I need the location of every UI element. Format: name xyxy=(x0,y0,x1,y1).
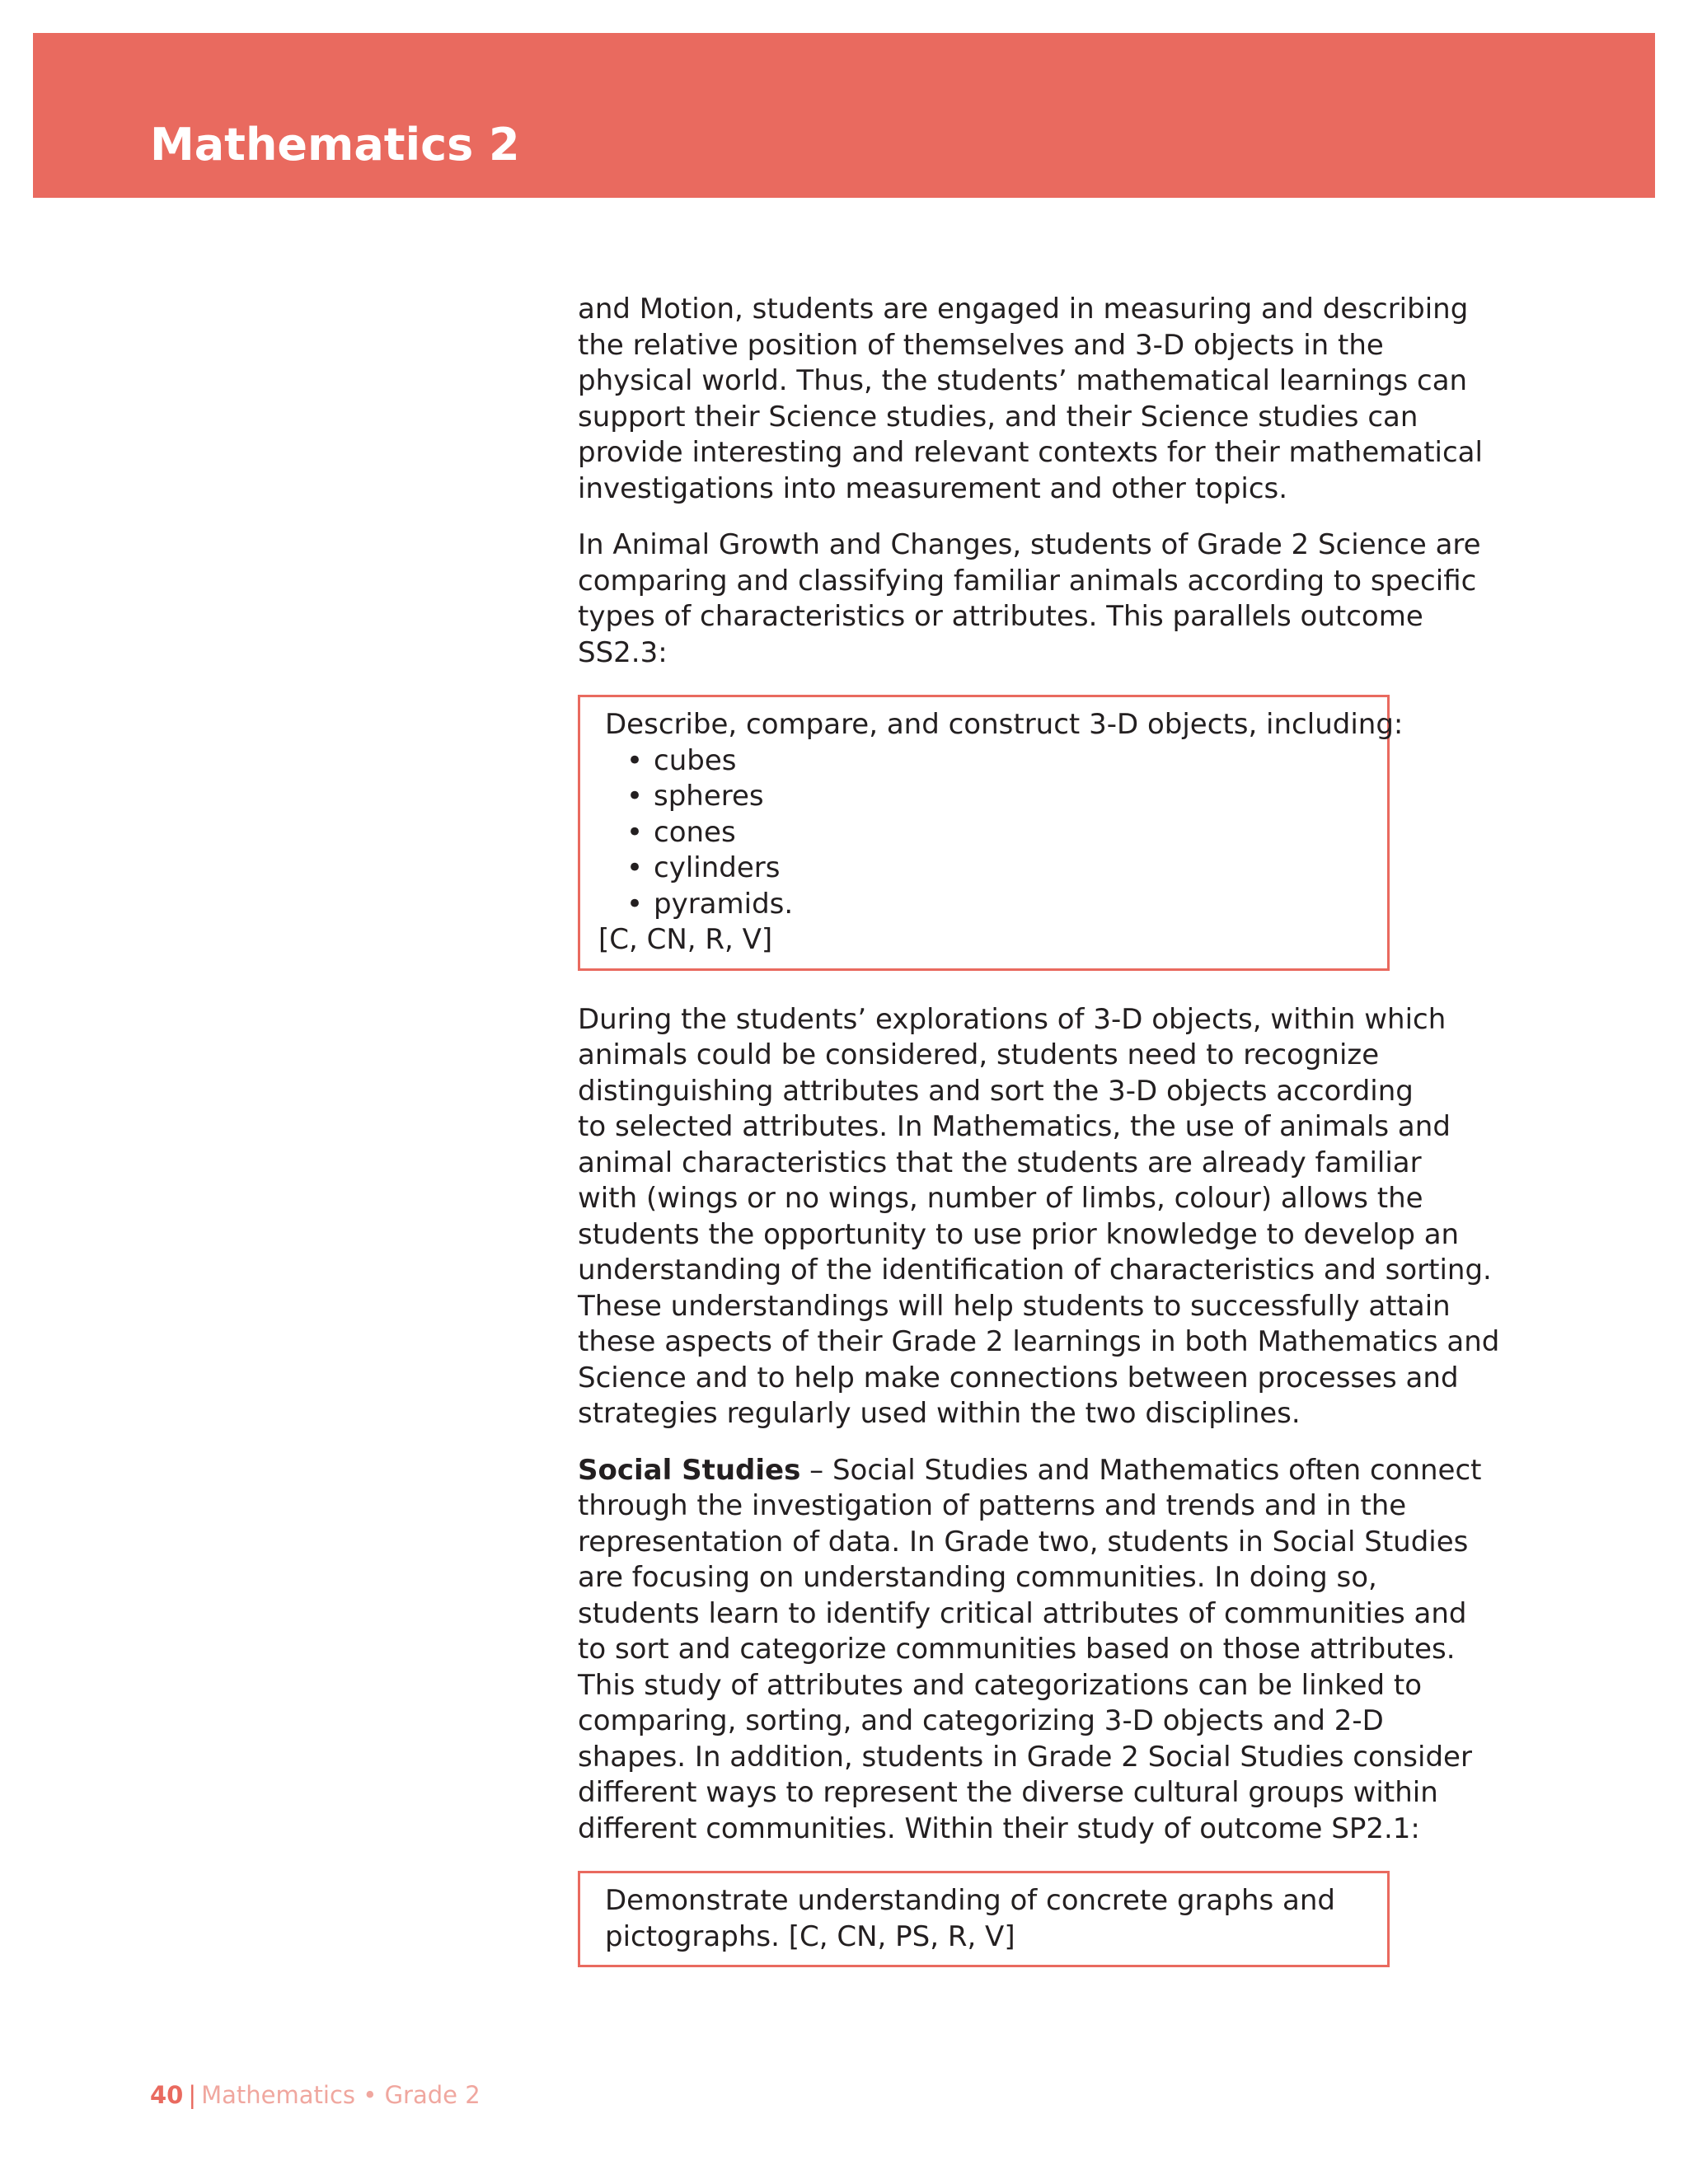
paragraph-animal-growth xyxy=(578,527,1481,671)
text-fragment: – Social Studies and Mathematics often connect xyxy=(800,1453,1482,1487)
outcome-box-sp2-1 xyxy=(578,1871,1390,1967)
text-line: Describe, compare, and construct 3-D objects, including: xyxy=(605,708,1404,741)
text-line: the relative position of themselves and 3-D objects in the xyxy=(578,328,1384,362)
text-line: different ways to represent the diverse cultural groups within xyxy=(578,1776,1438,1809)
text-line: through the investigation of patterns and trends and in the xyxy=(578,1489,1407,1522)
paragraph-science-motion xyxy=(578,292,1483,507)
text-line: SS2.3: xyxy=(578,635,668,669)
text-line: these aspects of their Grade 2 learnings in both Mathematics and xyxy=(578,1325,1500,1358)
text-line: types of characteristics or attributes. This parallels outcome xyxy=(578,600,1423,633)
text-line: comparing and classifying familiar animals according to specific xyxy=(578,564,1477,598)
page-title: Mathematics 2 xyxy=(150,119,520,171)
text-line: distinguishing attributes and sort the 3-D objects according xyxy=(578,1074,1414,1108)
list-item: • cubes xyxy=(605,743,1362,780)
text-line: strategies regularly used within the two disciplines. xyxy=(578,1397,1301,1430)
text-line: During the students’ explorations of 3-D objects, within which xyxy=(578,1002,1447,1036)
text-line: animals could be considered, students need to recognize xyxy=(578,1038,1380,1071)
main-content xyxy=(578,292,1500,1999)
text-line: are focusing on understanding communities. In doing so, xyxy=(578,1561,1377,1594)
footer-document-name: Mathematics • Grade 2 xyxy=(201,2081,481,2109)
text-line: These understandings will help students to successfully attain xyxy=(578,1289,1451,1323)
text-line: shapes. In addition, students in Grade 2 Social Studies consider xyxy=(578,1740,1472,1774)
text-line: investigations into measurement and other topics. xyxy=(578,471,1288,505)
text-line: provide interesting and relevant contexts for their mathematical xyxy=(578,436,1483,469)
outcome-indicators: [C, CN, R, V] xyxy=(598,923,773,956)
footer-separator: | xyxy=(188,2081,197,2109)
text-line: to selected attributes. In Mathematics, the use of animals and xyxy=(578,1110,1451,1143)
text-line: In Animal Growth and Changes, students of Grade 2 Science are xyxy=(578,528,1481,561)
outcome-intro xyxy=(605,707,1404,743)
text-line: students the opportunity to use prior knowledge to develop an xyxy=(578,1217,1460,1251)
section-heading-social-studies: Social Studies xyxy=(578,1453,801,1487)
text-line: This study of attributes and categorizations can be linked to xyxy=(578,1668,1423,1702)
text-line: comparing, sorting, and categorizing 3-D objects and 2-D xyxy=(578,1704,1384,1737)
outcome-box-ss2-3 xyxy=(578,695,1404,971)
paragraph-exploration-3d xyxy=(578,1002,1500,1432)
text-line: representation of data. In Grade two, students in Social Studies xyxy=(578,1525,1469,1558)
text-line: Demonstrate understanding of concrete graphs and xyxy=(605,1884,1335,1917)
list-item: • cylinders xyxy=(605,851,1362,887)
text-line: support their Science studies, and their Science studies can xyxy=(578,400,1418,434)
list-item: • spheres xyxy=(605,779,1362,815)
list-item: • cones xyxy=(605,815,1362,851)
text-line: students learn to identify critical attributes of communities and xyxy=(578,1596,1467,1630)
text-line: Science and to help make connections between processes and xyxy=(578,1361,1459,1394)
text-line xyxy=(578,1453,1482,1489)
page-footer xyxy=(150,2079,481,2111)
text-line: to sort and categorize communities based on those attributes. xyxy=(578,1633,1456,1666)
text-line: pictographs. [C, CN, PS, R, V] xyxy=(605,1919,1015,1953)
paragraph-social-studies xyxy=(578,1453,1482,1848)
text-line: animal characteristics that the students are already familiar xyxy=(578,1146,1422,1179)
text-line: with (wings or no wings, number of limbs, colour) allows the xyxy=(578,1182,1423,1215)
text-line: and Motion, students are engaged in measuring and describing xyxy=(578,293,1469,326)
outcome-bullet-list xyxy=(605,743,1362,923)
text-line: physical world. Thus, the students’ mathematical learnings can xyxy=(578,364,1468,397)
text-line: different communities. Within their study of outcome SP2.1: xyxy=(578,1811,1420,1845)
list-item: • pyramids. xyxy=(605,887,1362,923)
page-number: 40 xyxy=(150,2081,184,2109)
text-line: understanding of the identification of characteristics and sorting. xyxy=(578,1254,1492,1286)
